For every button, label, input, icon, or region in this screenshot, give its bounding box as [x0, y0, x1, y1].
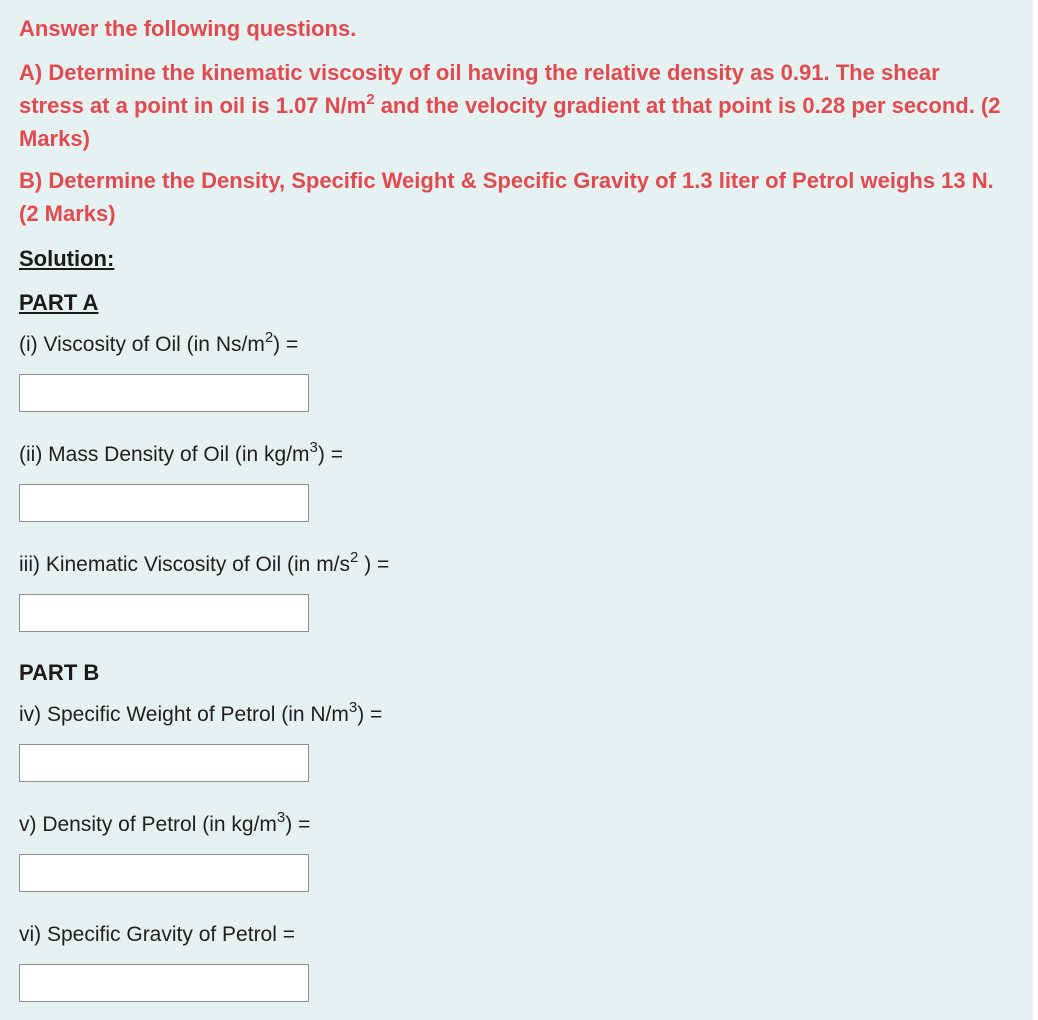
solution-heading: Solution:	[19, 246, 115, 271]
specific-weight-label: iv) Specific Weight of Petrol (in $N/m^3$) =	[19, 699, 383, 726]
question-a	[19, 56, 1009, 155]
question-content	[19, 14, 1009, 1002]
viscosity-label: (i) Viscosity of Oil (in $Ns/m^2$) =	[19, 329, 299, 356]
specific-gravity-label: vi) Specific Gravity of Petrol =	[19, 923, 296, 946]
part-b-heading: PART B	[19, 660, 100, 685]
petrol-density-input[interactable]	[19, 854, 309, 892]
mass-density-input[interactable]	[19, 484, 309, 522]
kinematic-viscosity-label: iii) Kinematic Viscosity of Oil (in $m/s^2$ ) =	[19, 549, 390, 576]
specific-gravity-input[interactable]	[19, 964, 309, 1002]
question-a-sup: 2	[366, 91, 375, 108]
question-a-text: A) Determine the kinematic viscosity of oil having the relative density as 0.91. The shear stress at a point in oil is 1.07 N/m	[19, 60, 940, 118]
part-a-heading: PART A	[19, 290, 99, 315]
instructions-heading: Answer the following questions.	[19, 16, 357, 41]
kinematic-viscosity-input[interactable]	[19, 594, 309, 632]
question-a-text-end: and the velocity gradient at that point is 0.28 per second. (2 Marks)	[19, 93, 1001, 151]
viscosity-input[interactable]	[19, 374, 309, 412]
petrol-density-label: v) Density of Petrol (in $kg/m^3$) =	[19, 809, 311, 836]
question-b: B) Determine the Density, Specific Weight & Specific Gravity of 1.3 liter of Petrol weighs 13 N. (2 Marks)	[19, 168, 994, 226]
specific-weight-input[interactable]	[19, 744, 309, 782]
mass-density-label: (ii) Mass Density of Oil (in $kg/m^3$) =	[19, 439, 343, 466]
